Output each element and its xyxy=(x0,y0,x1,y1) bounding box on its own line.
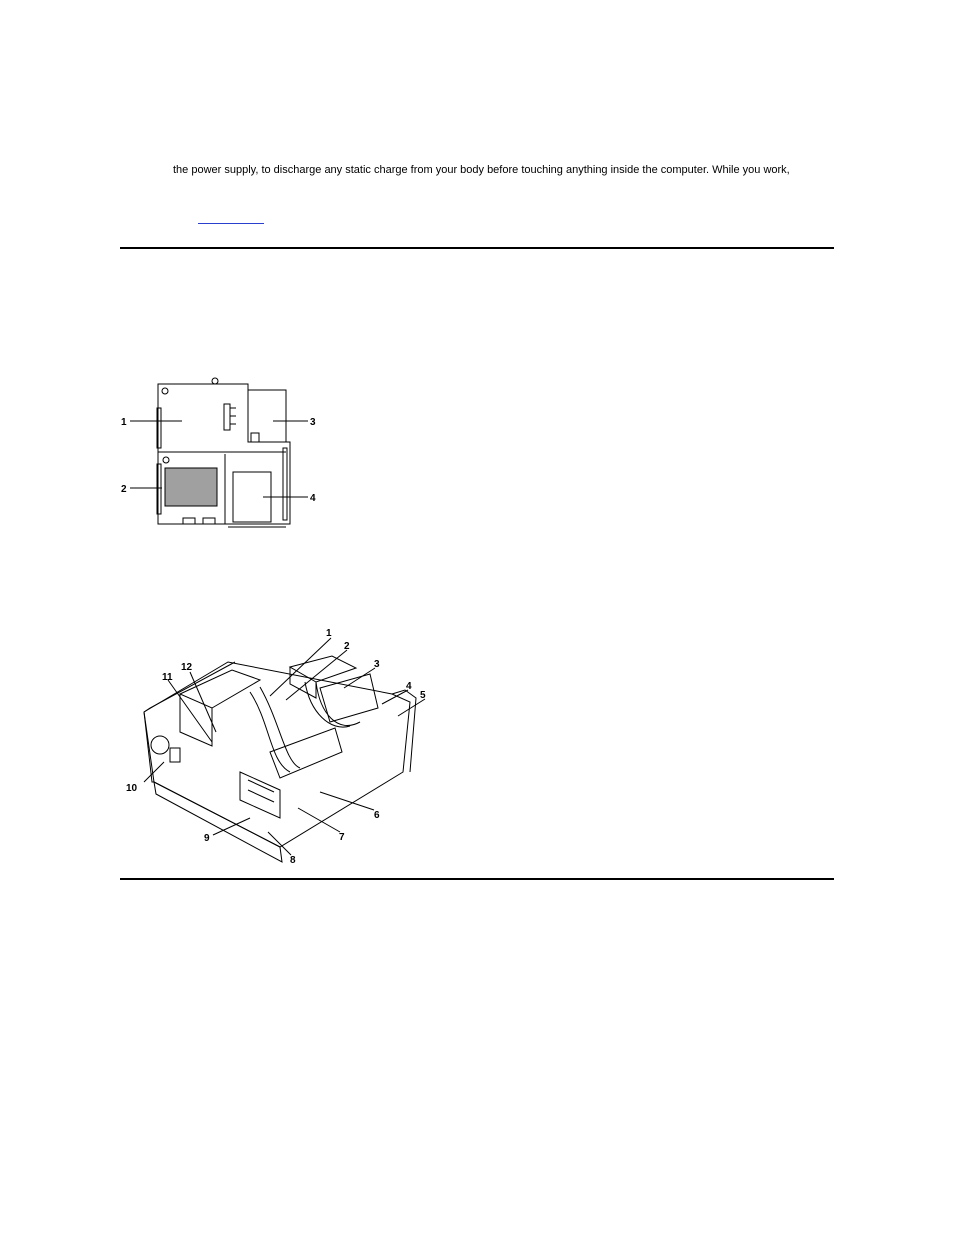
callout-2: 2 xyxy=(344,641,350,652)
callout-1: 1 xyxy=(326,628,332,639)
callout-6: 6 xyxy=(374,810,380,821)
callout-8: 8 xyxy=(290,855,296,866)
callout-12: 12 xyxy=(181,662,193,673)
callout-10: 10 xyxy=(126,783,138,794)
callout-2: 2 xyxy=(121,484,127,495)
callout-7: 7 xyxy=(339,832,345,843)
section-divider-top xyxy=(120,247,834,249)
callout-3: 3 xyxy=(374,659,380,670)
computer-interior-diagram xyxy=(120,622,440,870)
chassis-top-view-diagram xyxy=(118,372,328,532)
cross-reference-link[interactable] xyxy=(198,223,264,224)
body-text-line: the power supply, to discharge any static charge from your body before touching anything inside the computer. While you work, xyxy=(173,164,790,176)
callout-3: 3 xyxy=(310,417,316,428)
callout-11: 11 xyxy=(162,672,173,683)
callout-4: 4 xyxy=(406,681,412,692)
callout-1: 1 xyxy=(121,417,127,428)
callout-9: 9 xyxy=(204,833,210,844)
callout-5: 5 xyxy=(420,690,426,701)
section-divider-bottom xyxy=(120,878,834,880)
callout-4: 4 xyxy=(310,493,316,504)
